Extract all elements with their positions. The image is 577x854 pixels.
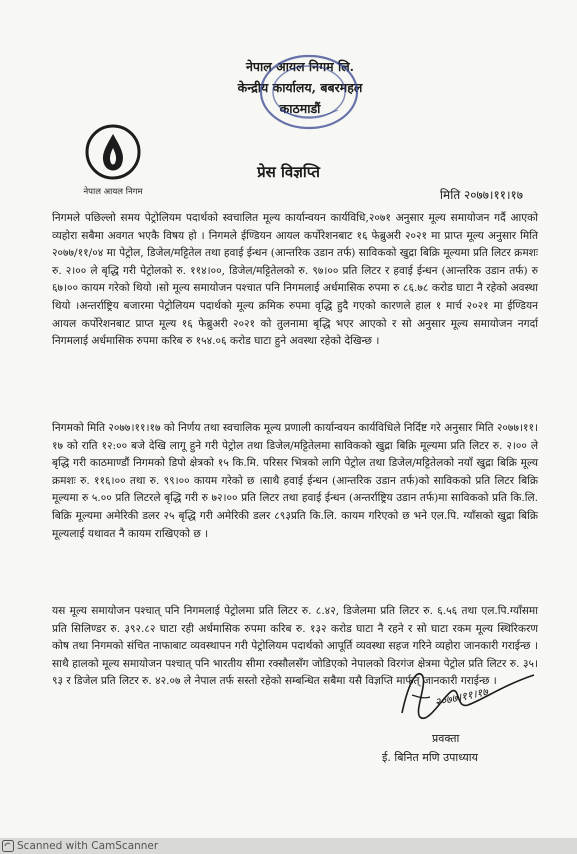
scanner-footer-text: Scanned with CamScanner (17, 840, 159, 852)
paragraph-2: निगमको मिति २०७७।११।१७ को निर्णय तथा स्वचालिक मूल्य प्रणाली कार्यान्वयन कार्यविधिले निर्दिष्ट गरे अनुसार मिति २०७७।११।१७ को राति १२:०० बजे देखि लागू हुने गरी पेट्रोल तथा डिजेल/मट्टितेलमा साविकको खुद्रा बिक्रि मूल्यमा प्रति लिटर रु. २।०० ले बृद्धि गरी काठमाण्डौं निगमको डिपो क्षेत्रको १५ कि.मि. परिसर भित्रको लागि पेट्रोल तथा डिजेल/मट्टितेलको नयाँ खुद्रा बिक्रि मूल्य क्रमशः रु. ११६।०० तथा रु. ९९।०० कायम गरेको छ ।साथै हवाई ईन्धन (आन्तरिक उडान तर्फ)को साविकको प्रति लिटर बिक्रि मूल्यमा रु ५.०० प्रति लिटरले बृद्धि गरी रु ७२।०० प्रति लिटर तथा हवाई ईन्धन (अन्तर्राष्ट्रिय उडान तर्फ)मा साविकको प्रति कि.लि. बिक्रि मूल्यमा अमेरिकी डलर २५ बृद्धि गरी अमेरिकी डलर ८९३प्रति कि.लि. कायम गरिएको छ भने एल.पि. ग्याँसको खुद्रा बिक्रि मूल्यलाई यथावत नै कायम राखिएको छ । (52, 422, 538, 540)
letterhead-org-name: नेपाल आयल निगम लि. (245, 59, 355, 74)
document-date: मिति २०७७।११।१७ (439, 188, 523, 202)
page-title: प्रेस विज्ञप्ति (257, 163, 320, 181)
scanner-footer (0, 838, 577, 854)
handwritten-signature-icon (394, 655, 544, 740)
paragraph-1: निगमले पछिल्लो समय पेट्रोलियम पदार्थको स्वचालित मूल्य कार्यान्वयन कार्यविधि,२०७१ अनुसार मूल्य समायोजन गर्दै आएको व्यहोरा सबैमा अवगत भएकै विषय हो । निगमले ईण्डियन आयल कर्पोरेशनबाट १६ फेब्रुअरी २०२१ मा प्राप्त मूल्य अनुसार मिति २०७७/११/०४ मा पेट्रोल, डिजेल/मट्टितेल तथा हवाई ईन्धन (आन्तरिक उडान तर्फ) साविकको खुद्रा बिक्रि मूल्यमा प्रति लिटर क्रमशः रु. २।०० ले बृद्धि गरी पेट्रोलको रु. ११४।००, डिजेल/मट्टितेलको रु. ९७।०० प्रति लिटर र हवाई ईन्धन (आन्तरिक उडान तर्फ) रु ६७।०० कायम गरेको थियो ।सो मूल्य समायोजन पश्चात पनि निगमलाई अर्धमासिक रुपमा रु ८६.७८ करोड घाटा नै रहेको अवस्था थियो ।अन्तर्राष्ट्रिय बजारमा पेट्रोलियम पदार्थको मूल्य क्रमिक रुपमा वृद्धि हुदै गएको कारणले हाल १ मार्च २०२१ मा ईण्डियन आयल कर्पोरेशनबाट प्राप्त मूल्य १६ फेब्रुअरी २०२१ को तुलनामा बृद्धि भएर आएको र सो अनुसार मूल्य समायोजन नगर्दा निगमलाई अर्धमासिक रुपमा करिब रु १५४.०६ करोड घाटा हुने अवस्था रहेको देखिन्छ । (52, 212, 538, 348)
office-stamp-icon (250, 50, 368, 134)
signer-name: ई. बिनित मणि उपाध्याय (382, 751, 478, 764)
letterhead-office: केन्द्रीय कार्यालय, बबरमहल (237, 80, 363, 95)
camscanner-logo-icon (2, 840, 14, 852)
letterhead-city: काठमाडौं (279, 101, 321, 116)
signer-designation: प्रवक्ता (432, 732, 460, 745)
signature-date: २०७७।११।१७ (433, 685, 490, 710)
paragraph-3: यस मूल्य समायोजन पश्चात् पनि निगमलाई पेट्रोलमा प्रति लिटर रु. ८.४२, डिजेलमा प्रति लिटर रु. ६.५६ तथा एल.पि.ग्याँसमा प्रति सिलिण्डर रु. ३९२.८२ घाटा रही अर्धमासिक रुपमा करिब रु. १३२ करोड घाटा नै रहने र सो घाटा रकम मूल्य स्थिरिकरण कोष तथा निगमको संचित नाफाबाट व्यवस्थापन गरी पेट्रोलियम पदार्थको आपूर्ति व्यवस्था सहज गरिने व्यहोरा जानकारी गराईन्छ । साथै हालको मूल्य समायोजन पश्चात् पनि भारतीय सीमा रक्सौलसँग जोडिएको नेपालको विरगंज क्षेत्रमा पेट्रोल प्रति लिटर रु. ३५।९३ र डिजेल प्रति लिटर रु. ४२.०७ ले नेपाल तर्फ सस्तो रहेको सम्बन्धित सबैमा यसै विज्ञप्ति मार्फत् जानकारी गराईन्छ । (52, 605, 538, 688)
logo-caption: नेपाल आयल निगम (83, 187, 143, 197)
